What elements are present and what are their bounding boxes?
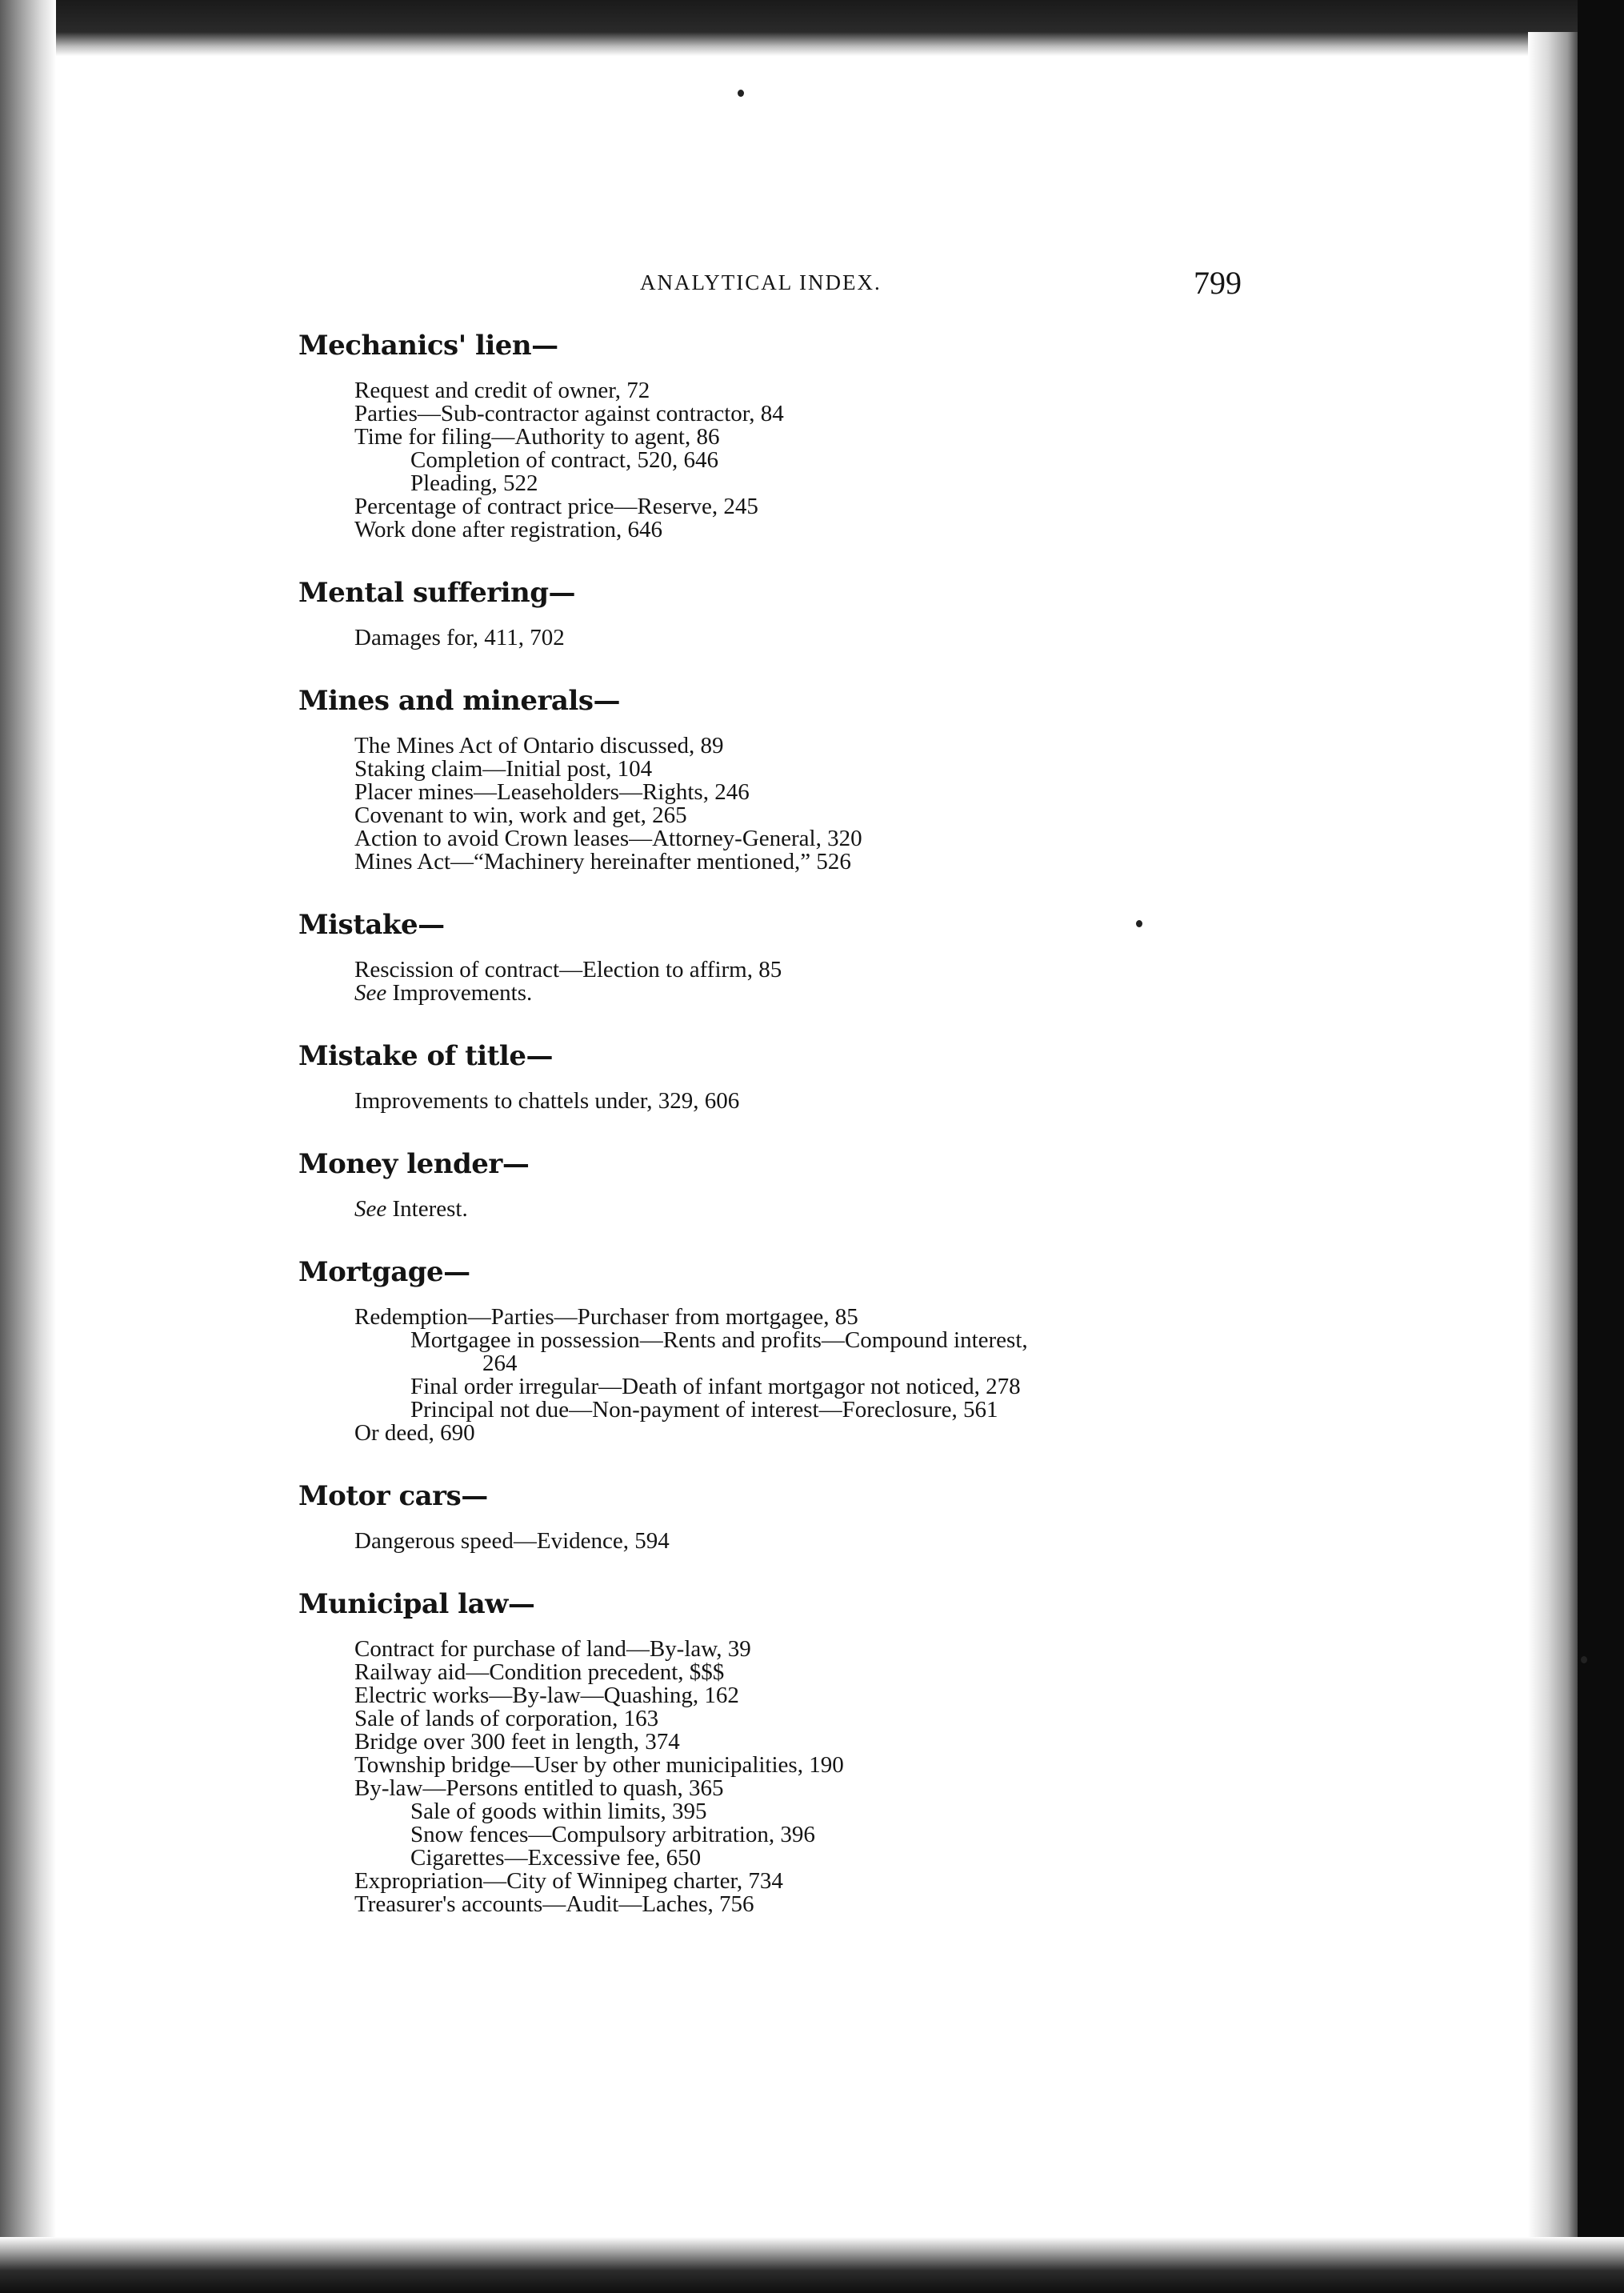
index-entry xyxy=(410,1823,1282,1847)
index-entry xyxy=(354,734,1282,758)
index-entry xyxy=(354,1090,1282,1113)
index-entry xyxy=(354,827,1282,850)
scan-border-left xyxy=(0,0,56,2293)
index-entry xyxy=(354,402,1282,426)
index-section xyxy=(298,1477,1282,1553)
entry-text: Bridge over 300 feet in length, 374 xyxy=(354,1729,680,1755)
entry-text: Work done after registration, 646 xyxy=(354,517,663,542)
index-entry xyxy=(354,379,1282,402)
index-entry xyxy=(354,1707,1282,1731)
entry-text: Parties—Sub-contractor against contractor, 84 xyxy=(354,401,784,426)
index-entry xyxy=(354,850,1282,874)
entry-text: By-law—Persons entitled to quash, 365 xyxy=(354,1775,724,1801)
page-number: 799 xyxy=(1194,265,1242,301)
index-entry xyxy=(410,449,1282,472)
index-heading: Money lender— xyxy=(298,1148,530,1180)
index-entry xyxy=(410,1800,1282,1823)
entry-text: Mortgagee in possession—Rents and profits—Compound interest, xyxy=(410,1327,1028,1353)
entry-text: Damages for, 411, 702 xyxy=(354,625,565,650)
index-entry xyxy=(354,1198,1282,1221)
entry-text: Rescission of contract—Election to affirm, 85 xyxy=(354,957,782,982)
entry-text: Improvements. xyxy=(386,980,533,1006)
index-entry xyxy=(354,781,1282,804)
index-section xyxy=(298,682,1282,874)
index-entry xyxy=(354,1530,1282,1553)
entry-text: Contract for purchase of land—By-law, 39 xyxy=(354,1636,751,1662)
entry-text: Improvements to chattels under, 329, 606 xyxy=(354,1088,740,1114)
entry-text: Time for filing—Authority to agent, 86 xyxy=(354,424,720,450)
index-section xyxy=(298,1145,1282,1221)
index-heading: Mistake of title— xyxy=(298,1040,553,1072)
see-reference: See xyxy=(354,1196,387,1222)
entry-text: Cigarettes—Excessive fee, 650 xyxy=(410,1845,702,1871)
entry-text: Interest. xyxy=(386,1196,468,1222)
index-entry xyxy=(354,1422,1282,1445)
index-entry xyxy=(410,472,1282,495)
entry-text: Township bridge—User by other municipalities, 190 xyxy=(354,1752,844,1778)
index-entry xyxy=(354,426,1282,449)
scan-shadow-right xyxy=(1528,32,1578,2264)
index-section xyxy=(298,1253,1282,1445)
index-heading: Motor cars— xyxy=(298,1480,488,1512)
index-entry xyxy=(482,1352,1282,1375)
entry-text: Placer mines—Leaseholders—Rights, 246 xyxy=(354,779,750,805)
index-entry xyxy=(354,1731,1282,1754)
entry-text: Sale of lands of corporation, 163 xyxy=(354,1706,659,1731)
index-heading: Municipal law— xyxy=(298,1588,535,1620)
index-entry xyxy=(410,1375,1282,1399)
entry-text: Percentage of contract price—Reserve, 245 xyxy=(354,494,758,519)
index-entry xyxy=(410,1329,1282,1352)
index-entry xyxy=(354,1306,1282,1329)
entry-text: Principal not due—Non-payment of interest—Foreclosure, 561 xyxy=(410,1397,998,1423)
index-entry xyxy=(354,958,1282,982)
scan-border-top xyxy=(0,0,1624,56)
index-section xyxy=(298,906,1282,1005)
index-entry xyxy=(354,1638,1282,1661)
index-entry xyxy=(354,1754,1282,1777)
index-section xyxy=(298,326,1282,542)
entry-text: Or deed, 690 xyxy=(354,1420,475,1446)
entry-text: Expropriation—City of Winnipeg charter, 734 xyxy=(354,1868,783,1894)
see-reference: See xyxy=(354,980,387,1006)
index-entry xyxy=(354,518,1282,542)
index-entry xyxy=(354,1684,1282,1707)
entry-text: Action to avoid Crown leases—Attorney-General, 320 xyxy=(354,826,862,851)
index-entry xyxy=(354,495,1282,518)
entry-text: Mines Act—“Machinery hereinafter mentioned,” 526 xyxy=(354,849,851,874)
entry-text: The Mines Act of Ontario discussed, 89 xyxy=(354,733,724,758)
entry-text: Final order irregular—Death of infant mortgagor not noticed, 278 xyxy=(410,1374,1021,1399)
entry-text: Staking claim—Initial post, 104 xyxy=(354,756,653,782)
index-entry xyxy=(354,1661,1282,1684)
entry-text: Railway aid—Condition precedent, $$$ xyxy=(354,1659,725,1685)
entry-text: Redemption—Parties—Purchaser from mortgagee, 85 xyxy=(354,1304,858,1330)
index-heading: Mechanics' lien— xyxy=(298,330,558,362)
index-heading: Mistake— xyxy=(298,909,445,941)
scan-speck xyxy=(738,90,744,97)
index-entry xyxy=(354,1893,1282,1916)
scan-border-bottom xyxy=(0,2237,1624,2293)
entry-text: 264 xyxy=(482,1351,518,1376)
index-entry xyxy=(354,626,1282,650)
entry-text: Completion of contract, 520, 646 xyxy=(410,447,718,473)
index-entry xyxy=(354,758,1282,781)
index-entry xyxy=(354,1777,1282,1800)
analytical-index xyxy=(298,326,1282,1948)
entry-text: Electric works—By-law—Quashing, 162 xyxy=(354,1683,739,1708)
index-section xyxy=(298,1037,1282,1113)
entry-text: Pleading, 522 xyxy=(410,470,538,496)
index-heading: Mental suffering— xyxy=(298,577,576,609)
index-heading: Mines and minerals— xyxy=(298,685,620,717)
entry-text: Sale of goods within limits, 395 xyxy=(410,1799,707,1824)
index-entry xyxy=(410,1399,1282,1422)
index-section xyxy=(298,1585,1282,1916)
index-entry xyxy=(354,804,1282,827)
entry-text: Treasurer's accounts—Audit—Laches, 756 xyxy=(354,1891,754,1917)
index-heading: Mortgage— xyxy=(298,1256,470,1288)
entry-text: Dangerous speed—Evidence, 594 xyxy=(354,1528,670,1554)
index-entry xyxy=(354,1870,1282,1893)
index-entry xyxy=(410,1847,1282,1870)
index-entry xyxy=(354,982,1282,1005)
index-section xyxy=(298,574,1282,650)
scan-border-right xyxy=(1578,0,1624,2293)
entry-text: Snow fences—Compulsory arbitration, 396 xyxy=(410,1822,815,1847)
entry-text: Covenant to win, work and get, 265 xyxy=(354,802,687,828)
entry-text: Request and credit of owner, 72 xyxy=(354,378,650,403)
scan-speck xyxy=(1581,1656,1587,1663)
running-head: ANALYTICAL INDEX. xyxy=(640,270,882,294)
